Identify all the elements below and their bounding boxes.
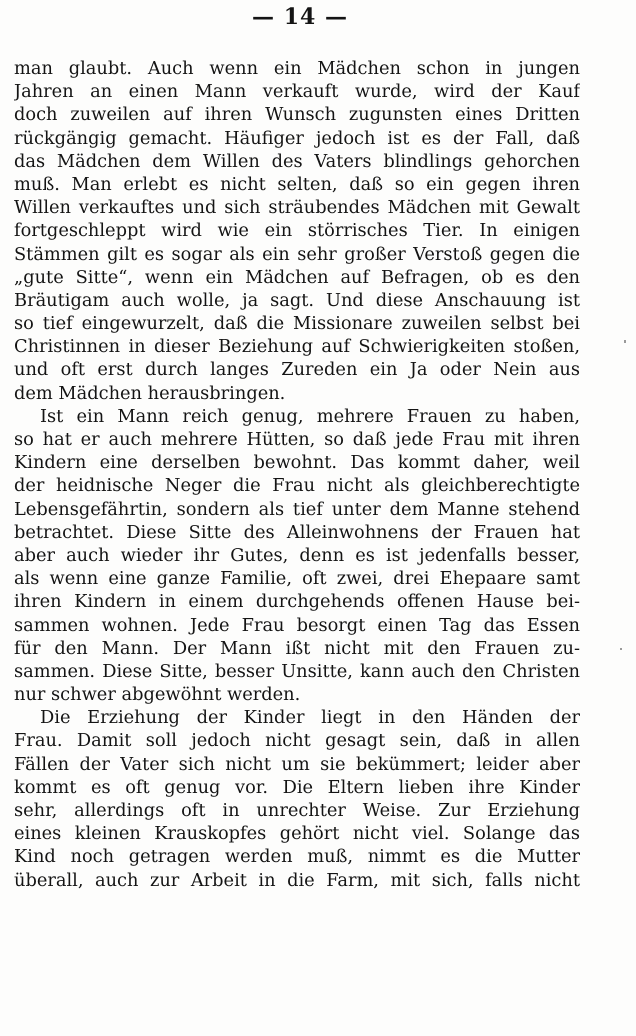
text-line: sehr, allerdings oft in unrechter Weise. Zur Erziehung — [14, 800, 580, 821]
scan-speck — [624, 340, 626, 343]
text-line: Kind noch getragen werden muß, nimmt es die Mutter — [14, 846, 580, 868]
text-line: betrachtet. Diese Sitte des Alleinwohnens der Frauen hat — [14, 521, 580, 543]
page-number: — 14 — — [252, 4, 348, 30]
text-line: Lebensgefährtin, sondern als tief unter dem Manne stehend — [14, 498, 580, 520]
text-line: „gute Sitte“, wenn ein Mädchen auf Befragen, ob es den — [14, 266, 580, 288]
text-line: Frau. Damit soll jedoch nicht gesagt sein, daß in allen — [14, 730, 580, 752]
text-line: überall, auch zur Arbeit in die Farm, mit sich, falls nicht — [14, 869, 580, 891]
text-line: das Mädchen dem Willen des Vaters blindlings gehorchen — [14, 150, 580, 172]
text-line: ihren Kindern in einem durchgehends offenen Hause bei- — [14, 591, 580, 613]
text-line: eines kleinen Krauskopfes gehört nicht viel. Solange das — [14, 823, 580, 845]
text-line: Bräutigam auch wolle, ja sagt. Und diese Anschauung ist — [14, 289, 580, 311]
text-line: so hat er auch mehrere Hütten, so daß jede Frau mit ihren — [14, 429, 580, 450]
body-text — [14, 57, 580, 892]
text-line: nur schwer abgewöhnt werden. — [14, 684, 301, 706]
text-line: sammen. Diese Sitte, besser Unsitte, kann auch den Christen — [14, 660, 580, 682]
scan-speck — [620, 648, 622, 650]
text-line: der heidnische Neger die Frau nicht als gleichberechtigte — [14, 475, 580, 497]
text-line: man glaubt. Auch wenn ein Mädchen schon in jungen — [14, 58, 580, 79]
text-line: als wenn eine ganze Familie, oft zwei, drei Ehepaare samt — [14, 568, 580, 590]
text-line: Willen verkauftes und sich sträubendes Mädchen mit Gewalt — [14, 197, 580, 219]
text-line: aber auch wieder ihr Gutes, denn es ist jedenfalls besser, — [14, 544, 580, 566]
text-line: Jahren an einen Mann verkauft wurde, wird der Kauf — [14, 81, 580, 103]
paragraph-start-line: Ist ein Mann reich genug, mehrere Frauen zu haben, — [40, 405, 580, 427]
text-line: Stämmen gilt es sogar als ein sehr großer Verstoß gegen die — [14, 243, 580, 265]
text-line: so tief eingewurzelt, daß die Missionare zuweilen selbst bei — [14, 313, 580, 335]
text-line: doch zuweilen auf ihren Wunsch zugunsten eines Dritten — [14, 104, 580, 126]
text-line: sammen wohnen. Jede Frau besorgt einen Tag das Essen — [14, 614, 580, 636]
text-line: für den Mann. Der Mann ißt nicht mit den Frauen zu- — [14, 637, 580, 659]
text-line: Christinnen in dieser Beziehung auf Schwierigkeiten stoßen, — [14, 336, 580, 358]
text-line: Kindern eine derselben bewohnt. Das kommt daher, weil — [14, 452, 580, 474]
text-line: kommt es oft genug vor. Die Eltern lieben ihre Kinder — [14, 776, 580, 798]
text-line: Fällen der Vater sich nicht um sie bekümmert; leider aber — [14, 753, 580, 775]
text-line: rückgängig gemacht. Häufiger jedoch ist es der Fall, daß — [14, 127, 580, 149]
text-line: fortgeschleppt wird wie ein störrisches Tier. In einigen — [14, 220, 580, 242]
text-line: muß. Man erlebt es nicht selten, daß so ein gegen ihren — [14, 173, 580, 195]
text-line: und oft erst durch langes Zureden ein Ja oder Nein aus — [14, 359, 580, 381]
text-line: dem Mädchen herausbringen. — [14, 382, 286, 404]
paragraph-start-line: Die Erziehung der Kinder liegt in den Händen der — [40, 707, 580, 729]
